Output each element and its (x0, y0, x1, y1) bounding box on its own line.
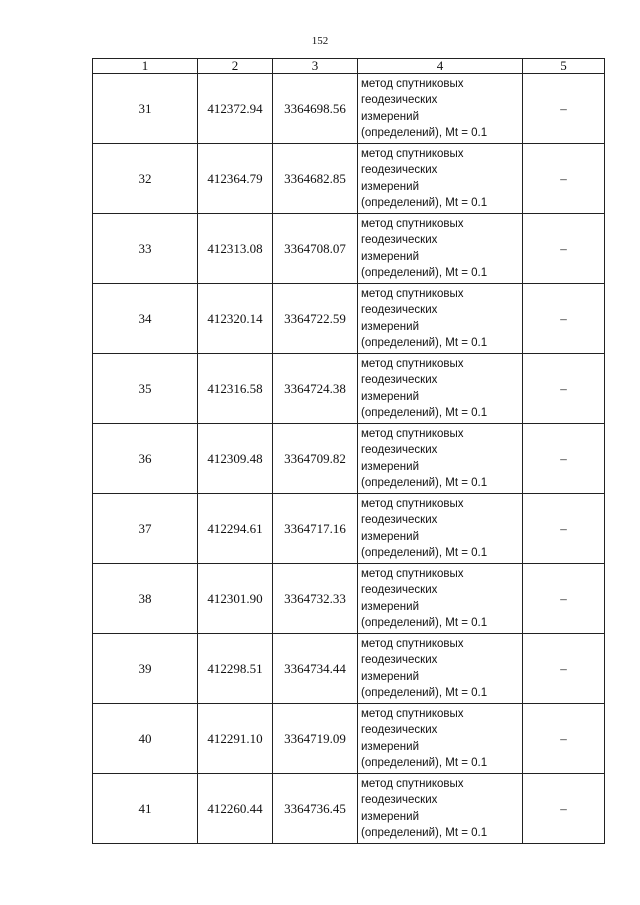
y-coordinate-cell: 3364722.59 (273, 284, 358, 354)
note-cell: – (523, 354, 605, 424)
method-line: метод спутниковых (361, 147, 464, 160)
note-cell: – (523, 704, 605, 774)
point-number-cell: 31 (93, 74, 198, 144)
method-cell (358, 774, 523, 844)
method-line: измерений (361, 250, 419, 263)
method-line: (определений), Mt = 0.1 (361, 407, 488, 419)
table-row (93, 704, 605, 774)
x-coordinate-cell: 412316.58 (198, 354, 273, 424)
method-cell (358, 354, 523, 424)
y-coordinate-cell: 3364709.82 (273, 424, 358, 494)
table-row (93, 634, 605, 704)
header-col-1: 1 (93, 59, 198, 74)
x-coordinate-cell: 412313.08 (198, 214, 273, 284)
y-coordinate-cell: 3364708.07 (273, 214, 358, 284)
method-line: (определений), Mt = 0.1 (361, 757, 488, 769)
table-row (93, 774, 605, 844)
note-cell: – (523, 144, 605, 214)
note-cell: – (523, 494, 605, 564)
header-row (93, 59, 605, 74)
method-line: геодезических (361, 304, 438, 316)
method-line: геодезических (361, 164, 438, 176)
note-cell: – (523, 74, 605, 144)
method-line: измерений (361, 530, 419, 543)
point-number-cell: 34 (93, 284, 198, 354)
point-number-cell: 39 (93, 634, 198, 704)
method-line: (определений), Mt = 0.1 (361, 267, 488, 279)
table-row (93, 214, 605, 284)
point-number-cell: 41 (93, 774, 198, 844)
method-line: метод спутниковых (361, 707, 464, 720)
point-number-cell: 37 (93, 494, 198, 564)
method-line: геодезических (361, 514, 438, 526)
table-row (93, 564, 605, 634)
point-number-cell: 33 (93, 214, 198, 284)
x-coordinate-cell: 412294.61 (198, 494, 273, 564)
table-row (93, 424, 605, 494)
method-line: (определений), Mt = 0.1 (361, 477, 488, 489)
point-number-cell: 32 (93, 144, 198, 214)
method-line: (определений), Mt = 0.1 (361, 547, 488, 559)
method-line: метод спутниковых (361, 777, 464, 790)
method-line: метод спутниковых (361, 427, 464, 440)
method-cell (358, 74, 523, 144)
header-col-5: 5 (523, 59, 605, 74)
method-line: геодезических (361, 654, 438, 666)
table-header (93, 59, 605, 74)
x-coordinate-cell: 412260.44 (198, 774, 273, 844)
header-col-2: 2 (198, 59, 273, 74)
x-coordinate-cell: 412298.51 (198, 634, 273, 704)
method-cell (358, 494, 523, 564)
table-row (93, 354, 605, 424)
method-line: геодезических (361, 584, 438, 596)
method-line: геодезических (361, 444, 438, 456)
method-line: измерений (361, 320, 419, 333)
point-number-cell: 36 (93, 424, 198, 494)
x-coordinate-cell: 412372.94 (198, 74, 273, 144)
method-cell (358, 144, 523, 214)
method-line: геодезических (361, 94, 438, 106)
method-line: геодезических (361, 724, 438, 736)
note-cell: – (523, 214, 605, 284)
method-cell (358, 634, 523, 704)
table-row (93, 144, 605, 214)
y-coordinate-cell: 3364698.56 (273, 74, 358, 144)
point-number-cell: 40 (93, 704, 198, 774)
method-cell (358, 564, 523, 634)
x-coordinate-cell: 412364.79 (198, 144, 273, 214)
note-cell: – (523, 634, 605, 704)
method-line: метод спутниковых (361, 567, 464, 580)
page-number: 152 (311, 35, 329, 47)
method-line: геодезических (361, 374, 438, 386)
method-line: метод спутниковых (361, 637, 464, 650)
point-number-cell: 38 (93, 564, 198, 634)
x-coordinate-cell: 412309.48 (198, 424, 273, 494)
y-coordinate-cell: 3364724.38 (273, 354, 358, 424)
table-row (93, 74, 605, 144)
method-line: (определений), Mt = 0.1 (361, 197, 488, 209)
table-row (93, 284, 605, 354)
method-line: геодезических (361, 234, 438, 246)
method-line: измерений (361, 460, 419, 473)
method-cell (358, 214, 523, 284)
x-coordinate-cell: 412320.14 (198, 284, 273, 354)
table-body (93, 74, 605, 844)
x-coordinate-cell: 412291.10 (198, 704, 273, 774)
method-line: измерений (361, 740, 419, 753)
method-line: метод спутниковых (361, 287, 464, 300)
y-coordinate-cell: 3364736.45 (273, 774, 358, 844)
method-line: измерений (361, 670, 419, 683)
method-line: измерений (361, 180, 419, 193)
y-coordinate-cell: 3364719.09 (273, 704, 358, 774)
coordinates-table (92, 58, 605, 844)
method-line: (определений), Mt = 0.1 (361, 127, 488, 139)
note-cell: – (523, 424, 605, 494)
method-line: метод спутниковых (361, 357, 464, 370)
method-line: метод спутниковых (361, 77, 464, 90)
method-line: измерений (361, 390, 419, 403)
method-line: метод спутниковых (361, 217, 464, 230)
y-coordinate-cell: 3364682.85 (273, 144, 358, 214)
x-coordinate-cell: 412301.90 (198, 564, 273, 634)
method-cell (358, 284, 523, 354)
method-line: измерений (361, 110, 419, 123)
y-coordinate-cell: 3364732.33 (273, 564, 358, 634)
method-cell (358, 704, 523, 774)
note-cell: – (523, 564, 605, 634)
header-col-4: 4 (358, 59, 523, 74)
method-line: измерений (361, 810, 419, 823)
method-line: (определений), Mt = 0.1 (361, 617, 488, 629)
table-row (93, 494, 605, 564)
method-line: геодезических (361, 794, 438, 806)
method-line: измерений (361, 600, 419, 613)
point-number-cell: 35 (93, 354, 198, 424)
method-line: (определений), Mt = 0.1 (361, 337, 488, 349)
y-coordinate-cell: 3364717.16 (273, 494, 358, 564)
header-col-3: 3 (273, 59, 358, 74)
method-line: (определений), Mt = 0.1 (361, 827, 488, 839)
method-cell (358, 424, 523, 494)
method-line: метод спутниковых (361, 497, 464, 510)
note-cell: – (523, 774, 605, 844)
method-line: (определений), Mt = 0.1 (361, 687, 488, 699)
note-cell: – (523, 284, 605, 354)
y-coordinate-cell: 3364734.44 (273, 634, 358, 704)
